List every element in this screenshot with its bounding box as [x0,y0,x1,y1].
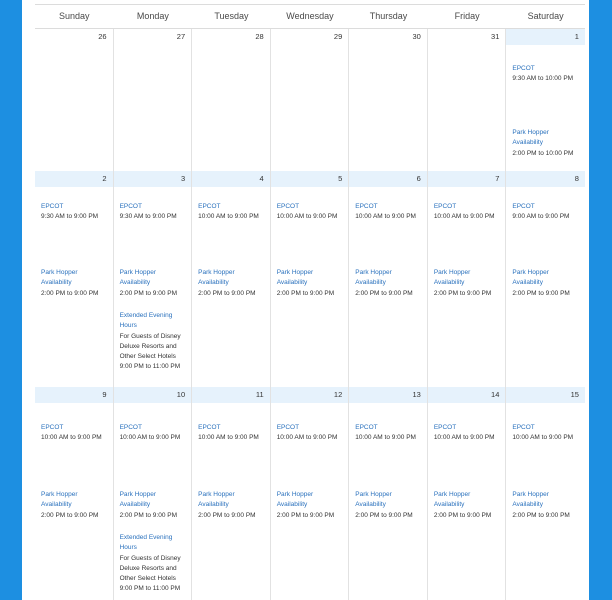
calendar-day-cell[interactable] [271,387,350,600]
extended-evening-hours-entry [120,533,190,595]
park-hours-text: 10:00 AM to 9:00 PM [433,213,495,221]
extended-evening-hours-link[interactable]: Extended Evening [119,312,173,319]
park-hours-text: 10:00 AM to 9:00 PM [41,434,102,442]
park-hopper-link[interactable]: Availability [41,501,72,509]
day-number: 28 [255,32,264,41]
calendar-day-cell[interactable] [35,387,114,600]
day-number: 30 [412,32,421,41]
day-number: 2 [35,171,113,187]
park-hopper-entry [198,268,268,299]
park-name-link[interactable]: EPCOT [41,203,64,210]
extended-hours-description: Other Select Hotels [119,575,176,583]
park-hopper-link[interactable]: Park Hopper [119,491,157,498]
park-hopper-hours-text: 2:00 PM to 9:00 PM [512,289,570,297]
park-hopper-hours-text: 2:00 PM to 9:00 PM [433,289,492,297]
park-name-link[interactable]: EPCOT [41,424,64,431]
park-hours-text: 10:00 AM to 9:00 PM [433,434,495,442]
park-hopper-link[interactable]: Availability [355,501,386,509]
day-number: 8 [506,171,585,187]
calendar-panel [22,0,589,600]
park-hopper-link[interactable]: Availability [512,139,543,147]
calendar-week-row [35,387,585,600]
weekday-header-monday: Monday [136,11,169,21]
day-number: 1 [506,29,585,45]
park-hopper-link[interactable]: Availability [433,501,465,509]
park-hours-entry [355,423,425,444]
park-hopper-link[interactable]: Park Hopper [198,491,235,498]
calendar-day-cell[interactable] [506,171,585,387]
park-hopper-hours-text: 2:00 PM to 9:00 PM [119,511,178,519]
calendar-weeks [35,29,585,600]
calendar-day-cell[interactable] [114,171,193,387]
extended-evening-hours-link[interactable]: Hours [119,544,137,552]
day-number: 7 [428,171,506,187]
extended-hours-description: Deluxe Resorts and [119,564,177,572]
park-hopper-hours-text: 2:00 PM to 9:00 PM [276,511,335,519]
extended-hours-description: Other Select Hotels [119,353,176,361]
park-hours-entry [512,64,583,85]
park-hours-entry [41,423,111,444]
park-hours-text: 10:00 AM to 9:00 PM [276,434,338,442]
park-hours-entry [434,202,504,223]
park-hopper-entry [41,490,111,521]
calendar-day-cell[interactable] [35,171,114,387]
day-number: 6 [349,171,427,187]
weekday-header-row [35,4,585,29]
park-hopper-link[interactable]: Availability [355,279,386,287]
day-number: 3 [114,171,192,187]
calendar-day-cell[interactable] [428,387,507,600]
park-hours-text: 10:00 AM to 9:00 PM [119,434,181,442]
day-number: 5 [271,171,349,187]
park-hopper-entry [277,268,347,299]
park-hours-text: 10:00 AM to 9:00 PM [276,213,338,221]
extended-hours-time-text: 9:00 PM to 11:00 PM [119,585,181,593]
park-hopper-link[interactable]: Availability [276,501,308,509]
extended-hours-description: For Guests of Disney [119,332,181,340]
calendar-day-cell[interactable] [114,387,193,600]
park-hopper-link[interactable]: Park Hopper [512,491,549,498]
park-hopper-hours-text: 2:00 PM to 9:00 PM [355,289,413,297]
park-hopper-link[interactable]: Park Hopper [355,269,392,276]
park-hours-entry [512,423,583,444]
calendar-week-row [35,171,585,387]
park-hopper-entry [512,490,583,521]
calendar-week-row [35,29,585,171]
park-hours-text: 9:00 AM to 9:00 PM [512,213,570,221]
calendar-day-cell[interactable] [192,387,271,600]
weekday-header-sunday: Sunday [59,11,90,21]
calendar-day-cell[interactable] [192,29,271,171]
park-name-link[interactable]: EPCOT [512,424,535,431]
calendar-day-cell[interactable] [506,387,585,600]
day-number: 26 [98,32,107,41]
park-hopper-entry [277,490,347,521]
park-hours-text: 10:00 AM to 9:00 PM [355,213,416,221]
park-hopper-hours-text: 2:00 PM to 9:00 PM [198,511,256,519]
park-hours-entry [120,202,190,223]
extended-evening-hours-entry [120,311,190,373]
park-hopper-link[interactable]: Park Hopper [433,491,471,498]
park-hopper-link[interactable]: Park Hopper [198,269,235,276]
park-hopper-link[interactable]: Availability [198,279,229,287]
park-hours-entry [434,423,504,444]
park-hours-text: 9:30 AM to 10:00 PM [512,75,574,83]
calendar-day-cell[interactable] [428,29,507,171]
park-hopper-link[interactable]: Park Hopper [512,269,549,276]
park-hours-text: 9:30 AM to 9:00 PM [41,213,99,221]
park-hopper-entry [120,268,190,299]
day-number: 10 [114,387,192,403]
calendar-day-cell[interactable] [192,171,271,387]
park-hopper-link[interactable]: Availability [512,501,543,509]
park-hopper-link[interactable]: Availability [198,501,229,509]
park-hopper-entry [355,490,425,521]
park-name-link[interactable]: EPCOT [512,65,535,72]
park-name-link[interactable]: EPCOT [198,424,221,431]
park-hopper-link[interactable]: Availability [41,279,72,287]
calendar-day-cell[interactable] [349,29,428,171]
park-hopper-hours-text: 2:00 PM to 9:00 PM [41,511,99,519]
park-hopper-entry [41,268,111,299]
park-hopper-hours-text: 2:00 PM to 9:00 PM [355,511,413,519]
park-name-link[interactable]: EPCOT [198,203,221,210]
park-hopper-entry [434,268,504,299]
park-hours-entry [41,202,111,223]
extended-hours-time-text: 9:00 PM to 11:00 PM [119,363,181,371]
day-number: 13 [349,387,427,403]
day-number: 9 [35,387,113,403]
extended-hours-description: For Guests of Disney [119,554,181,562]
park-hopper-link[interactable]: Availability [276,279,308,287]
park-hopper-hours-text: 2:00 PM to 9:00 PM [512,511,570,519]
park-hopper-link[interactable]: Park Hopper [276,269,314,276]
park-name-link[interactable]: EPCOT [119,424,142,431]
park-hours-entry [512,202,583,223]
park-hours-text: 10:00 AM to 9:00 PM [512,434,574,442]
park-name-link[interactable]: EPCOT [276,203,300,210]
park-name-link[interactable]: EPCOT [512,203,535,210]
day-number: 29 [333,32,343,41]
calendar-day-cell[interactable] [35,29,114,171]
day-number: 15 [506,387,585,403]
park-hopper-link[interactable]: Park Hopper [41,491,78,498]
park-hopper-link[interactable]: Availability [512,279,543,287]
park-name-link[interactable]: EPCOT [433,203,457,210]
park-hours-entry [277,423,347,444]
weekday-header-tuesday: Tuesday [214,11,249,21]
park-hopper-link[interactable]: Park Hopper [512,129,549,136]
park-hopper-link[interactable]: Park Hopper [433,269,471,276]
day-number: 12 [271,387,349,403]
park-hours-text: 10:00 AM to 9:00 PM [198,213,259,221]
park-hopper-entry [355,268,425,299]
calendar-day-cell[interactable] [114,29,193,171]
park-hopper-entry [198,490,268,521]
park-hopper-link[interactable]: Park Hopper [276,491,314,498]
park-hopper-link[interactable]: Park Hopper [41,269,78,276]
calendar-day-cell[interactable] [271,171,350,387]
park-hopper-entry [434,490,504,521]
day-number: 14 [428,387,506,403]
weekday-header-friday: Friday [454,11,480,21]
weekday-header-wednesday: Wednesday [286,11,334,21]
extended-evening-hours-link[interactable]: Hours [119,322,137,330]
park-hopper-hours-text: 2:00 PM to 10:00 PM [512,149,574,157]
park-hopper-link[interactable]: Availability [433,279,465,287]
park-name-link[interactable]: EPCOT [433,424,457,431]
park-name-link[interactable]: EPCOT [276,424,300,431]
calendar-day-cell[interactable] [349,171,428,387]
calendar-day-cell[interactable] [271,29,350,171]
park-hopper-hours-text: 2:00 PM to 9:00 PM [41,289,99,297]
day-number: 27 [176,32,186,41]
park-hours-entry [198,423,268,444]
park-hopper-link[interactable]: Park Hopper [355,491,392,498]
park-hopper-link[interactable]: Availability [119,501,151,509]
extended-hours-description: Deluxe Resorts and [119,342,177,350]
park-hours-text: 10:00 AM to 9:00 PM [198,434,259,442]
park-name-link[interactable]: EPCOT [355,424,378,431]
park-hopper-hours-text: 2:00 PM to 9:00 PM [276,289,335,297]
park-hopper-link[interactable]: Availability [119,279,151,287]
park-hopper-entry [512,268,583,299]
weekday-header-thursday: Thursday [369,11,408,21]
park-hopper-entry [512,128,583,159]
park-hopper-hours-text: 2:00 PM to 9:00 PM [119,289,178,297]
park-hopper-entry [120,490,190,521]
park-hours-calendar [35,4,585,600]
park-hours-entry [120,423,190,444]
park-hopper-hours-text: 2:00 PM to 9:00 PM [433,511,492,519]
extended-evening-hours-link[interactable]: Extended Evening [119,534,173,541]
calendar-day-cell[interactable] [428,171,507,387]
park-name-link[interactable]: EPCOT [355,203,378,210]
calendar-day-cell[interactable] [349,387,428,600]
park-hours-entry [355,202,425,223]
park-hopper-hours-text: 2:00 PM to 9:00 PM [198,289,256,297]
park-hours-text: 10:00 AM to 9:00 PM [355,434,416,442]
calendar-day-cell[interactable] [506,29,585,171]
park-name-link[interactable]: EPCOT [119,203,142,210]
park-hopper-link[interactable]: Park Hopper [119,269,157,276]
day-number: 11 [192,387,270,403]
day-number: 4 [192,171,270,187]
weekday-header-saturday: Saturday [527,11,564,21]
park-hours-entry [277,202,347,223]
day-number: 31 [491,32,500,41]
park-hours-text: 9:30 AM to 9:00 PM [119,213,177,221]
park-hours-entry [198,202,268,223]
